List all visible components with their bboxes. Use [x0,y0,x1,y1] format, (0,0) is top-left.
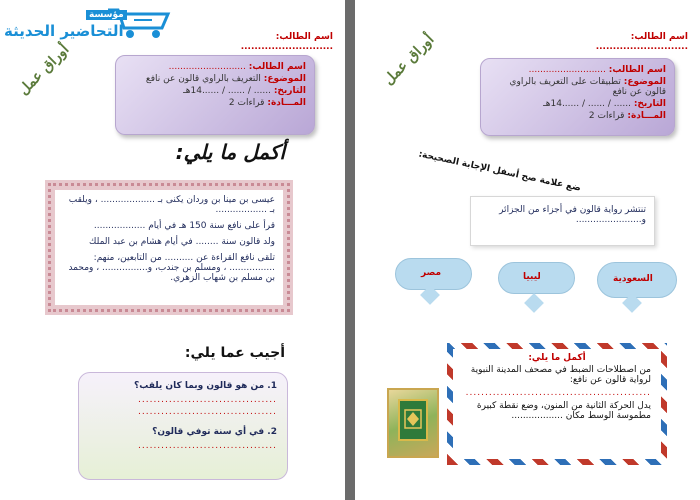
option-label: السعودية [613,274,653,284]
answer-question-1: 1. من هو قالون وبما كان يلقب؟ [134,381,277,391]
complete-heading: أكمل ما يلي: [175,140,285,164]
info-subject-value: قراءات 2 [228,98,265,108]
student-name-top [193,32,333,52]
info-date-value: ...... / ...... / ......14هـ [543,99,631,109]
answer-line: .................................... [138,395,277,405]
info-topic-value: التعريف بالراوي قالون عن نافع [145,74,261,84]
quran-book-icon [389,390,437,456]
info-date-label: التاريخ: [273,86,306,96]
info-topic-label: الموضوع: [623,77,666,87]
complete-dots-1: ................................................ [465,388,651,398]
left-worksheet-page [0,0,345,500]
quran-image [387,388,439,458]
info-subject-label: المـــادة: [267,98,306,108]
complete-heading: أكمل ما يلي: [528,353,586,363]
info-subject-label: المـــادة: [627,111,666,121]
info-box [115,55,315,135]
answer-line: .................................... [138,407,277,417]
work-sheets-title: أوراق عمل [15,41,73,99]
student-name-label: اسم الطالب: [630,32,688,42]
complete-item: قرأ على نافع سنة 150 هـ في أيام .................. [93,221,275,231]
answer-heading: أجيب عما يلي: [184,345,285,361]
work-sheets-title: أوراق عمل [380,31,438,89]
logo-small-text: مؤسسة [86,10,127,20]
info-name-dots: ........................... [168,62,246,72]
option-label: مصر [421,268,442,278]
student-name-top [548,32,688,52]
complete-item: ولد قالون سنة ........ في أيام هشام بن عبد الملك [89,237,275,247]
question-text: تنتشر رواية قالون في أجزاء من الجزائر و....................... [499,205,646,225]
info-subject-value: قراءات 2 [588,111,625,121]
student-name-dots: ........................... [595,42,688,52]
correct-heading: ضع علامة صح أسفل الإجابة الصحيحة: [417,149,582,194]
answer-question-2: 2. في أي سنة توفي قالون؟ [152,427,277,437]
logo-main-text: التحاضير الحديثة [4,22,124,40]
complete-text-2: يدل الحركة الثانية من المنون، وضع نقطة كبيرة مطموسة الوسط مكان .................. [476,401,651,421]
info-name-label: اسم الطالب: [608,65,666,75]
info-name-label: اسم الطالب: [248,62,306,72]
right-worksheet-page [355,0,700,500]
student-name-label: اسم الطالب: [275,32,333,42]
info-box [480,58,675,136]
checkbox-heart-icon[interactable] [524,293,544,313]
complete-item: تلقى نافع القراءة عن .......... من التابعين، منهم: ................ ، ومسلم بن جندب، و................ ، ومحمد بن مسلم بن شهاب الزهري. [68,253,275,283]
info-name-dots: ........................... [528,65,606,75]
info-date-value: ...... / ...... / ......14هـ [183,86,271,96]
complete-text-1: من اصطلاحات الضبط في مصحف المدينة النبوية لرواية قالون عن نافع: [470,365,651,385]
complete-airmail-frame [447,343,667,465]
logo [4,4,174,44]
info-topic-value: تطبيقات على التعريف بالراوي قالون عن نافع [509,77,666,97]
question-box [470,196,655,246]
info-topic-label: الموضوع: [263,74,306,84]
option-label: ليبيا [523,272,541,282]
info-date-label: التاريخ: [633,99,666,109]
answer-line: .................................... [138,441,277,451]
student-name-dots: ........................... [240,42,333,52]
complete-item: عيسى بن مينا بن وردان يكنى بـ ................... ، ويلقب بـ .................. [68,195,275,215]
complete-frame [45,180,293,315]
answer-box [78,372,288,480]
